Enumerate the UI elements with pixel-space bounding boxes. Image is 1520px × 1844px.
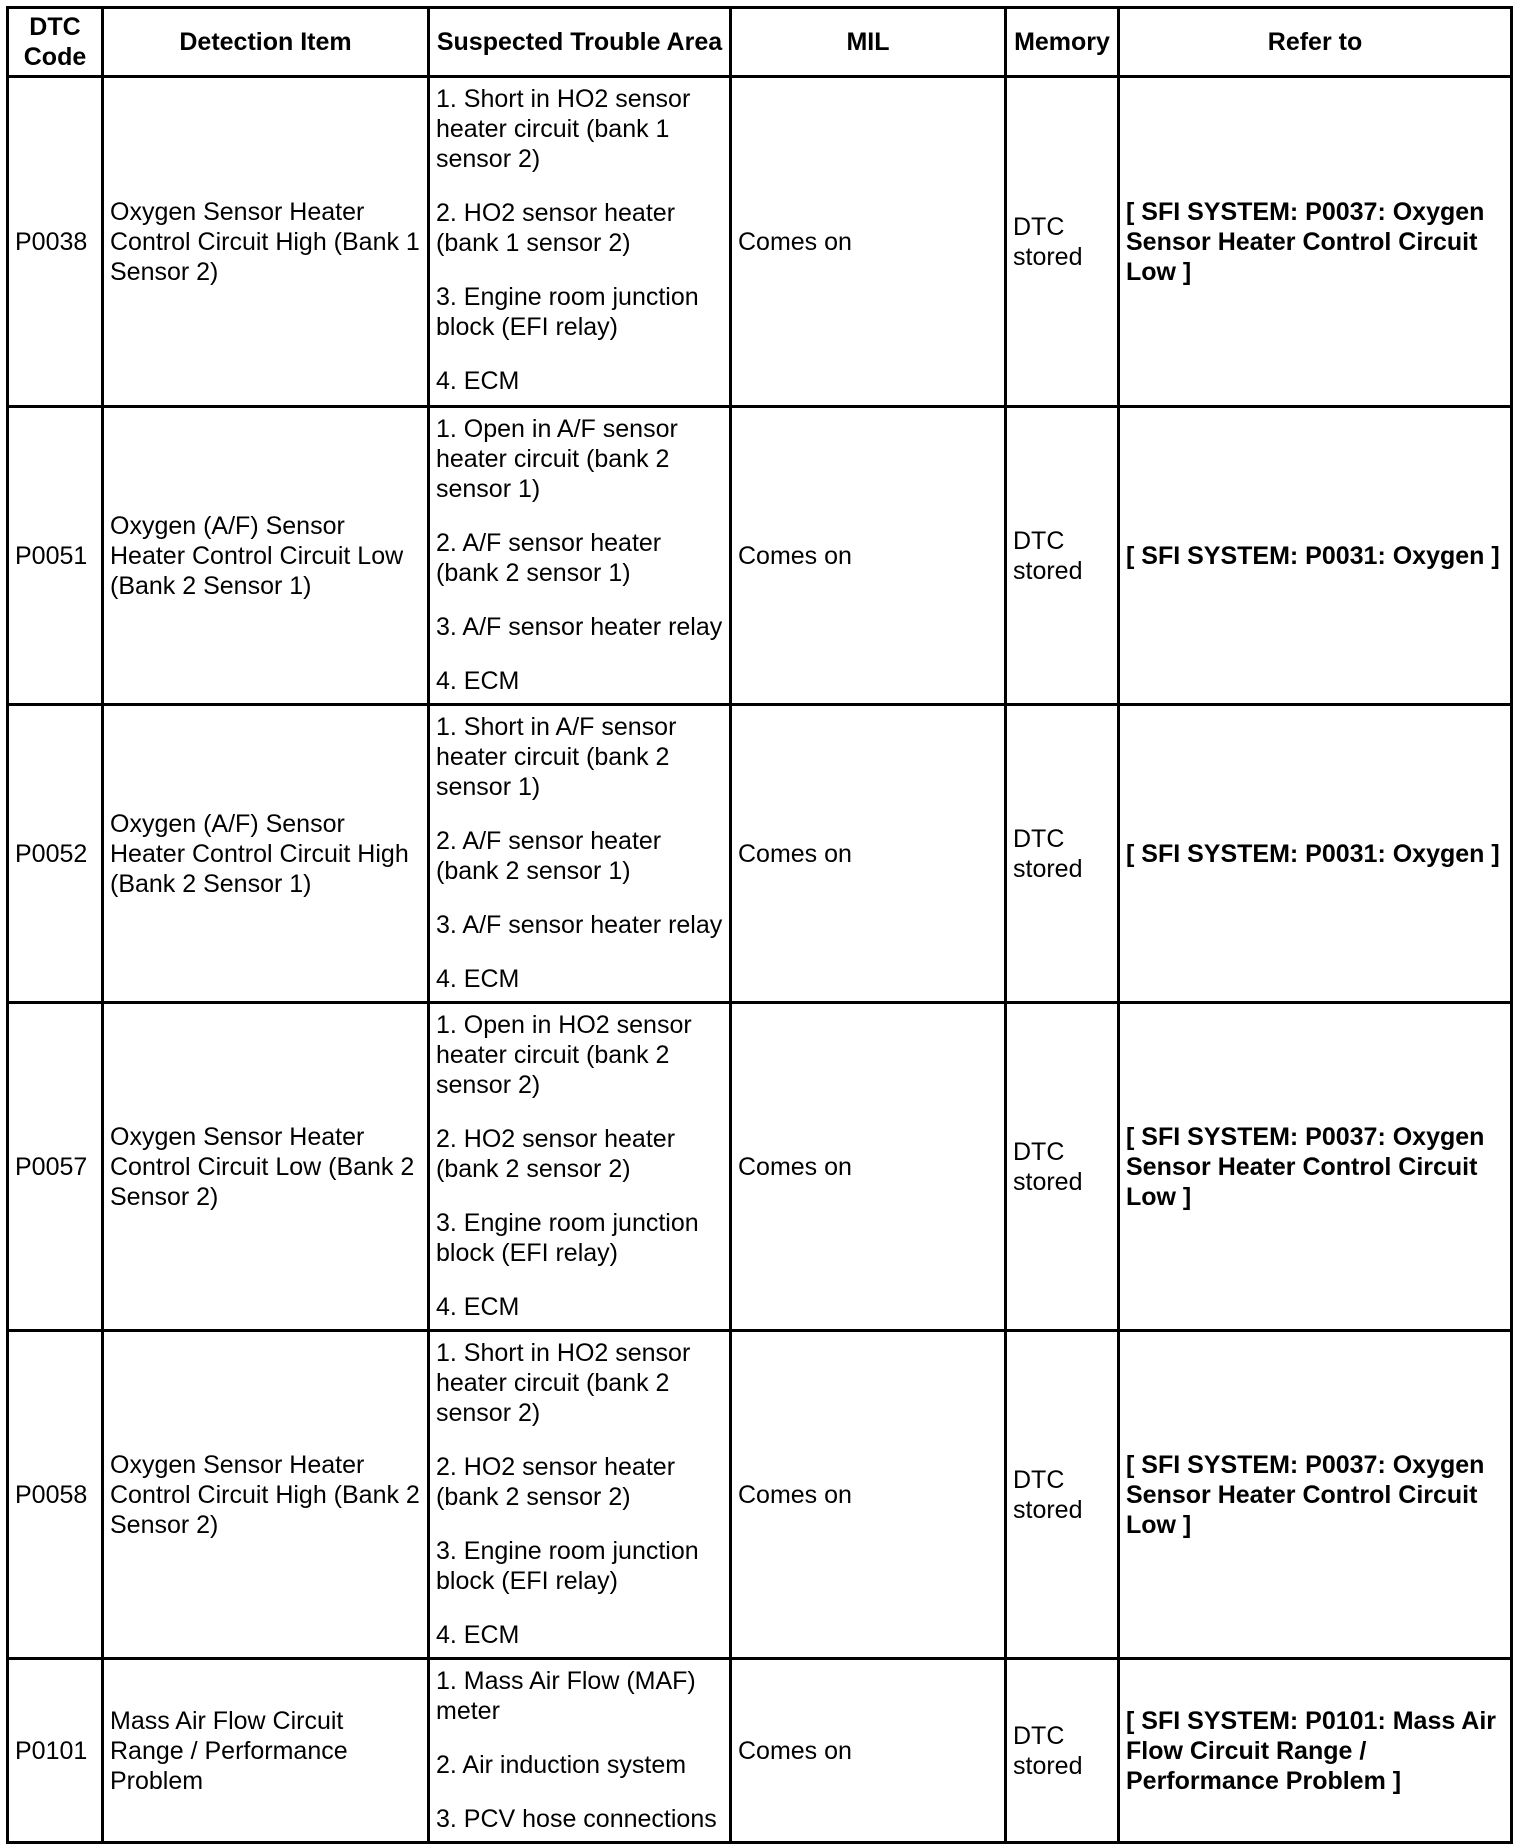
detection-item-cell: Oxygen (A/F) Sensor Heater Control Circuit High (Bank 2 Sensor 1) (103, 705, 429, 1003)
header-detection-item: Detection Item (103, 8, 429, 77)
trouble-area-cell (429, 1331, 731, 1659)
mil-cell: Comes on (731, 705, 1006, 1003)
trouble-area-item: 3. Engine room junction block (EFI relay) (436, 1537, 699, 1595)
refer-to-link[interactable]: [ SFI SYSTEM: P0101: Mass Air Flow Circuit Range / Performance Problem ] (1119, 1659, 1512, 1843)
mil-cell: Comes on (731, 407, 1006, 705)
detection-item-cell: Oxygen Sensor Heater Control Circuit High (Bank 2 Sensor 2) (103, 1331, 429, 1659)
header-memory: Memory (1006, 8, 1119, 77)
memory-cell: DTC stored (1006, 705, 1119, 1003)
detection-item-cell: Oxygen (A/F) Sensor Heater Control Circuit Low (Bank 2 Sensor 1) (103, 407, 429, 705)
header-dtc-code (8, 8, 103, 77)
trouble-area-item: 3. A/F sensor heater relay (436, 911, 723, 939)
refer-to-link[interactable]: [ SFI SYSTEM: P0037: Oxygen Sensor Heater Control Circuit Low ] (1119, 1003, 1512, 1331)
dtc-code-cell: P0057 (8, 1003, 103, 1331)
dtc-code-cell: P0038 (8, 77, 103, 407)
mil-cell: Comes on (731, 1003, 1006, 1331)
trouble-area-item: 2. HO2 sensor heater (bank 2 sensor 2) (436, 1125, 676, 1183)
trouble-area-cell (429, 407, 731, 705)
table-row (8, 1331, 1512, 1659)
table-row (8, 77, 1512, 407)
trouble-area-item: 4. ECM (436, 965, 520, 993)
trouble-area-cell (429, 1659, 731, 1843)
dtc-table (6, 6, 1513, 1844)
trouble-area-item: 1. Short in HO2 sensor heater circuit (bank 2 sensor 2) (436, 1339, 691, 1427)
trouble-area-item: 1. Short in HO2 sensor heater circuit (bank 1 sensor 2) (436, 85, 691, 173)
memory-cell: DTC stored (1006, 1003, 1119, 1331)
memory-cell: DTC stored (1006, 77, 1119, 407)
trouble-area-item: 1. Short in A/F sensor heater circuit (bank 2 sensor 1) (436, 713, 677, 801)
trouble-area-item: 4. ECM (436, 1293, 520, 1321)
dtc-code-cell: P0052 (8, 705, 103, 1003)
memory-cell: DTC stored (1006, 1331, 1119, 1659)
header-trouble-area: Suspected Trouble Area (429, 8, 731, 77)
detection-item-cell: Oxygen Sensor Heater Control Circuit High (Bank 1 Sensor 2) (103, 77, 429, 407)
table-row (8, 705, 1512, 1003)
trouble-area-item: 1. Open in HO2 sensor heater circuit (bank 2 sensor 2) (436, 1011, 692, 1099)
trouble-area-item: 3. Engine room junction block (EFI relay) (436, 1209, 699, 1267)
refer-to-link[interactable]: [ SFI SYSTEM: P0031: Oxygen ] (1119, 407, 1512, 705)
refer-to-link[interactable]: [ SFI SYSTEM: P0037: Oxygen Sensor Heater Control Circuit Low ] (1119, 1331, 1512, 1659)
dtc-code-cell: P0051 (8, 407, 103, 705)
detection-item-cell: Oxygen Sensor Heater Control Circuit Low (Bank 2 Sensor 2) (103, 1003, 429, 1331)
trouble-area-item: 4. ECM (436, 667, 520, 695)
memory-cell: DTC stored (1006, 407, 1119, 705)
header-row (8, 8, 1512, 77)
header-refer-to: Refer to (1119, 8, 1512, 77)
header-dtc-code-line1: DTC (29, 13, 81, 41)
mil-cell: Comes on (731, 1659, 1006, 1843)
trouble-area-item: 4. ECM (436, 1621, 520, 1649)
trouble-area-item: 1. Open in A/F sensor heater circuit (bank 2 sensor 1) (436, 415, 678, 503)
trouble-area-item: 3. Engine room junction block (EFI relay) (436, 283, 699, 341)
trouble-area-item: 2. A/F sensor heater (bank 2 sensor 1) (436, 827, 662, 885)
refer-to-link[interactable]: [ SFI SYSTEM: P0031: Oxygen ] (1119, 705, 1512, 1003)
trouble-area-item: 2. A/F sensor heater (bank 2 sensor 1) (436, 529, 662, 587)
table-row (8, 1003, 1512, 1331)
header-mil: MIL (731, 8, 1006, 77)
mil-cell: Comes on (731, 77, 1006, 407)
dtc-code-cell: P0058 (8, 1331, 103, 1659)
table-row (8, 407, 1512, 705)
trouble-area-cell (429, 705, 731, 1003)
mil-cell: Comes on (731, 1331, 1006, 1659)
trouble-area-item: 4. ECM (436, 367, 520, 395)
trouble-area-item: 3. PCV hose connections (436, 1805, 717, 1833)
trouble-area-item: 2. Air induction system (436, 1751, 687, 1779)
header-dtc-code-line2: Code (23, 43, 87, 71)
table-row (8, 1659, 1512, 1843)
trouble-area-item: 2. HO2 sensor heater (bank 2 sensor 2) (436, 1453, 676, 1511)
dtc-code-cell: P0101 (8, 1659, 103, 1843)
memory-cell: DTC stored (1006, 1659, 1119, 1843)
refer-to-link[interactable]: [ SFI SYSTEM: P0037: Oxygen Sensor Heater Control Circuit Low ] (1119, 77, 1512, 407)
trouble-area-cell (429, 1003, 731, 1331)
trouble-area-cell (429, 77, 731, 407)
trouble-area-item: 2. HO2 sensor heater (bank 1 sensor 2) (436, 199, 676, 257)
detection-item-cell: Mass Air Flow Circuit Range / Performance Problem (103, 1659, 429, 1843)
trouble-area-item: 1. Mass Air Flow (MAF) meter (436, 1667, 696, 1725)
trouble-area-item: 3. A/F sensor heater relay (436, 613, 723, 641)
